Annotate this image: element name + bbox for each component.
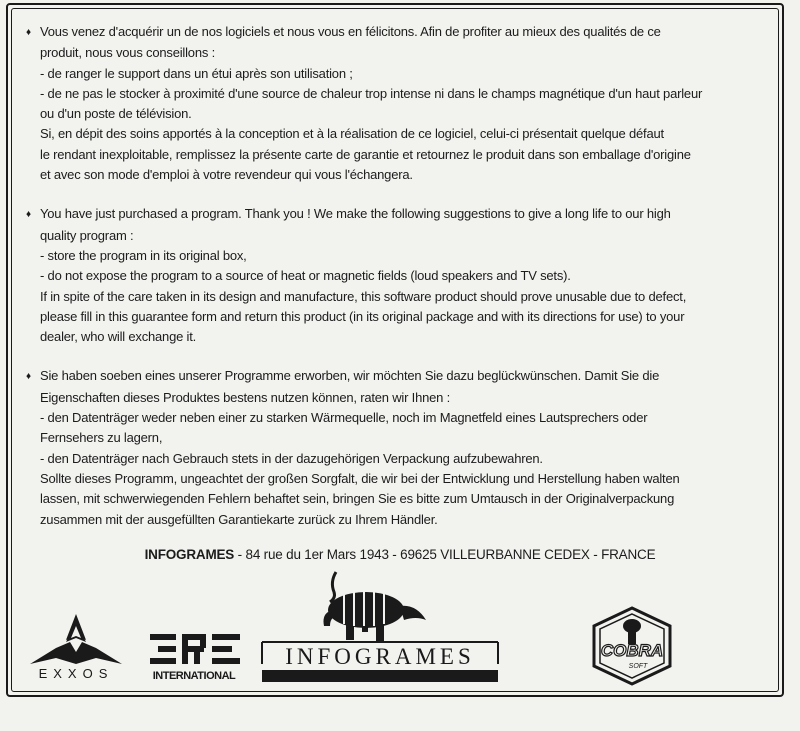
german-line-2: Eigenschaften dieses Produktes bestens nutzen können, raten wir Ihnen :: [40, 389, 451, 405]
english-line-7: dealer, who will exchange it.: [40, 329, 197, 345]
logo-strip: [0, 560, 800, 690]
french-line-2: produit, nous vous conseillons :: [40, 45, 215, 61]
ere-international-logo: [148, 632, 244, 684]
diamond-bullet-icon: ♦: [26, 209, 31, 221]
german-line-1: ♦ Sie haben soeben eines unserer Programme erworben, wir möchten Sie dazu beglückwünschen. Damit Sie die: [26, 366, 750, 387]
cobra-soft-logo: [588, 606, 676, 686]
english-line-1: ♦ You have just purchased a program. Thank you ! We make the following suggestions to give a long life to our high: [26, 204, 750, 225]
english-line-4: - do not expose the program to a source of heat or magnetic fields (loud speakers and TV sets).: [40, 268, 571, 284]
german-section: [26, 366, 750, 529]
diamond-bullet-icon: ♦: [26, 27, 31, 38]
french-line-8: et avec son mode d'emploi à votre revendeur qui vous l'échangera.: [40, 167, 413, 183]
company-name: INFOGRAMES: [144, 547, 235, 562]
german-line-7: lassen, mit schwerwiegenden Fehlern behaftet sein, bringen Sie es bitte zum Umtausch in der Originalverpackung: [40, 491, 675, 507]
english-line-6: please fill in this guarantee form and return this product (in its original package and with its directions for use) to your: [40, 308, 685, 324]
german-line-5: - den Datenträger nach Gebrauch stets in der dazugehörigen Verpackung aufzubewahren.: [40, 450, 543, 466]
french-line-7: le rendant inexploitable, remplissez la présente carte de garantie et retournez le produit dans son emballage d'origine: [40, 146, 691, 162]
french-line-1: ♦ Vous venez d'acquérir un de nos logiciels et nous vous en félicitons. Afin de profiter au mieux des qualités de ce: [26, 22, 750, 43]
french-line-6: Si, en dépit des soins apportés à la conception et à la réalisation de ce logiciel, celui-ci présentait quelque défaut: [40, 126, 664, 142]
infogrames-wordmark: INFOGRAMES: [285, 644, 475, 669]
german-line-6: Sollte dieses Programm, ungeachtet der großen Sorgfalt, die wir bei der Entwicklung und Herstellung haben walten: [40, 470, 680, 486]
cobra-wordmark: COBRA: [600, 641, 664, 660]
english-line-5: If in spite of the care taken in its design and manufacture, this software product should prove unusable due to defect,: [40, 288, 687, 304]
diamond-bullet-icon: ♦: [26, 371, 31, 383]
english-line-2: quality program :: [40, 227, 134, 243]
address-line: - 84 rue du 1er Mars 1943 - 69625 VILLEURBANNE CEDEX - FRANCE: [234, 547, 656, 562]
german-line-3: - den Datenträger weder neben einer zu starken Wärmequelle, noch im Magnetfeld eines Lautsprechers oder: [40, 410, 648, 426]
exxos-wordmark: EXXOS: [38, 666, 114, 681]
ere-wordmark: ERE: [148, 632, 151, 633]
exxos-logo: [26, 612, 126, 682]
ere-international-wordmark: INTERNATIONAL: [152, 670, 236, 682]
english-section: [26, 204, 750, 347]
cobra-soft-wordmark: SOFT: [628, 663, 648, 670]
french-section: [26, 22, 750, 185]
french-line-3: - de ranger le support dans un étui après son utilisation ;: [40, 65, 353, 81]
german-line-8: zusammen mit der ausgefüllten Garantiekarte zurück zu Ihrem Händler.: [40, 511, 438, 527]
french-line-4: - de ne pas le stocker à proximité d'une source de chaleur trop intense ni dans le champs magnétique d'un haut parleur: [40, 85, 703, 101]
guarantee-text: [26, 22, 750, 549]
german-line-4: Fernsehers zu lagern,: [40, 430, 163, 446]
english-line-3: - store the program in its original box,: [40, 247, 247, 263]
french-line-5: ou d'un poste de télévision.: [40, 106, 192, 122]
infogrames-logo: [258, 568, 502, 686]
